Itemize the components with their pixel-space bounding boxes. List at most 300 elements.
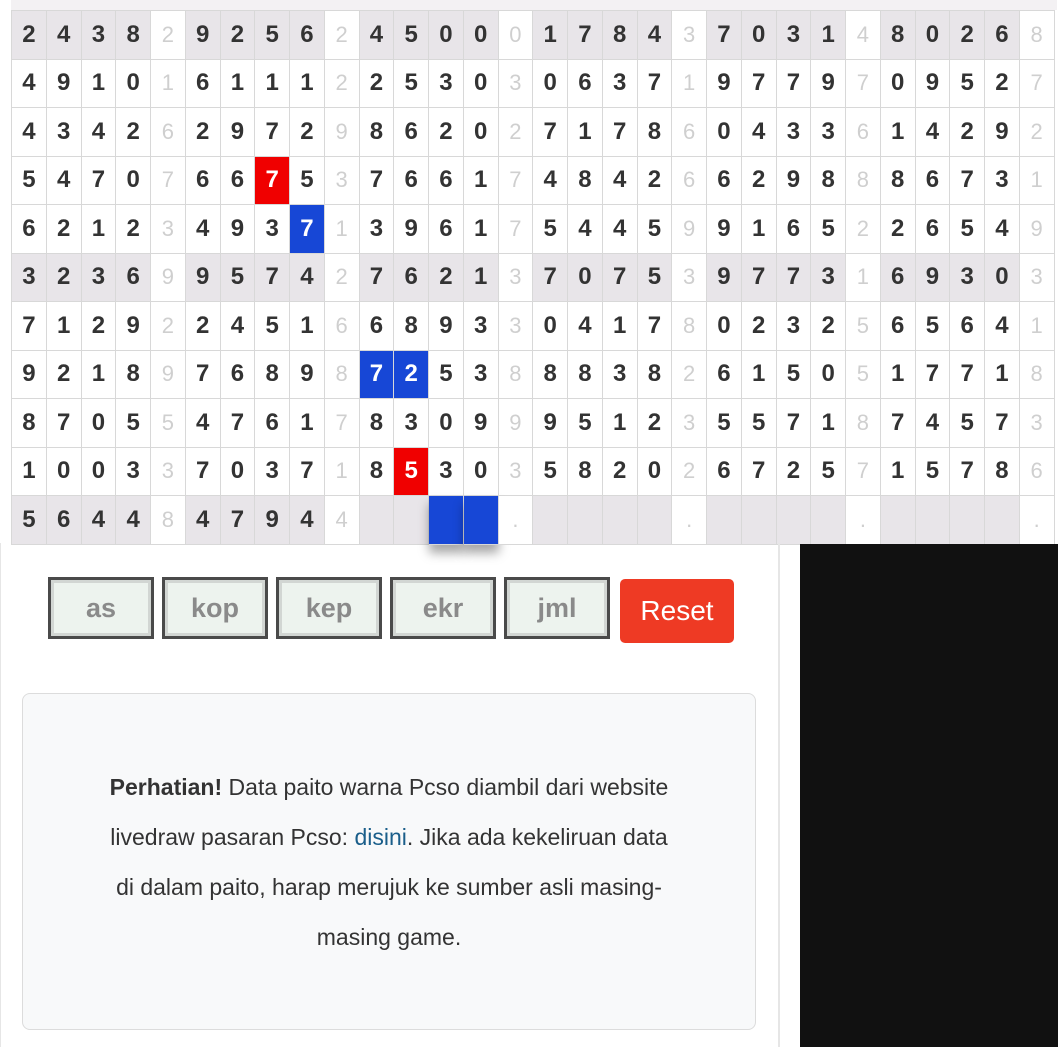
separator-cell: 6 [672,108,707,157]
digit-cell: 0 [82,399,117,448]
digit-cell: 6 [116,254,151,303]
digit-cell: 9 [985,108,1020,157]
digit-cell [707,496,742,545]
digit-cell: 6 [707,448,742,497]
digit-cell: 4 [985,302,1020,351]
toggle-button-bar [48,577,734,643]
separator-cell: 2 [151,302,186,351]
digit-cell: 0 [47,448,82,497]
digit-cell: 3 [950,254,985,303]
digit-cell: 4 [603,205,638,254]
digit-cell: 2 [47,205,82,254]
digit-cell: 6 [881,254,916,303]
digit-cell: 2 [950,108,985,157]
digit-cell [638,496,673,545]
separator-cell: 2 [325,11,360,60]
digit-cell: 8 [116,11,151,60]
digit-cell: 0 [811,351,846,400]
notice-text [109,762,669,962]
digit-cell: 5 [950,399,985,448]
digit-cell: 5 [950,205,985,254]
digit-cell: 4 [916,108,951,157]
digit-cell: 4 [916,399,951,448]
digit-cell: 0 [116,60,151,109]
digit-cell: 5 [394,448,429,497]
digit-cell: 7 [290,205,325,254]
separator-cell: 6 [325,302,360,351]
digit-cell [811,496,846,545]
digit-cell: 3 [82,11,117,60]
digit-cell: 1 [221,60,256,109]
separator-cell: 3 [499,254,534,303]
digit-cell: 9 [221,205,256,254]
digit-cell: 0 [638,448,673,497]
digit-cell: 6 [186,60,221,109]
digit-cell: 1 [742,351,777,400]
digit-cell: 6 [394,157,429,206]
digit-cell: 6 [916,205,951,254]
digit-cell: 4 [186,496,221,545]
digit-cell: 7 [186,351,221,400]
digit-cell: 2 [429,108,464,157]
digit-cell: 9 [47,60,82,109]
digit-cell: 4 [12,108,47,157]
notice-body-1: Data paito warna Pcso diambil dari website livedraw pasaran Pcso: [110,773,669,850]
digit-cell: 0 [881,60,916,109]
digit-cell: 5 [916,448,951,497]
separator-cell: 7 [499,157,534,206]
digit-cell: 7 [985,399,1020,448]
digit-cell: 4 [533,157,568,206]
digit-cell: 4 [290,496,325,545]
digit-cell: 7 [707,11,742,60]
separator-cell: 7 [499,205,534,254]
digit-cell: 7 [742,60,777,109]
separator-cell: 9 [325,108,360,157]
digit-cell: 1 [742,205,777,254]
digit-cell: 8 [255,351,290,400]
separator-cell: 8 [151,496,186,545]
digit-cell: 8 [360,108,395,157]
digit-cell: 6 [221,351,256,400]
digit-cell: 7 [533,108,568,157]
notice-body-2: . Jika ada kekeliruan data di dalam paito, harap merujuk ke sumber asli masing-masing game. [116,823,668,950]
digit-cell: 2 [742,302,777,351]
separator-cell: 7 [325,399,360,448]
reset-button[interactable]: Reset [620,579,734,643]
kop-button[interactable]: kop [162,577,268,639]
digit-cell: 5 [742,399,777,448]
digit-cell: 7 [290,448,325,497]
digit-cell: 7 [950,157,985,206]
digit-cell: 7 [950,351,985,400]
digit-cell: 4 [12,60,47,109]
digit-cell: 8 [12,399,47,448]
separator-cell: 8 [846,157,881,206]
digit-cell: 4 [186,205,221,254]
digit-cell: 5 [394,60,429,109]
source-link[interactable]: disini [354,823,407,850]
digit-cell: 7 [950,448,985,497]
digit-cell: 7 [568,11,603,60]
digit-cell: 9 [777,157,812,206]
digit-cell [568,496,603,545]
digit-cell: 6 [707,351,742,400]
digit-cell: 0 [568,254,603,303]
digit-cell: 3 [603,351,638,400]
digit-cell: 5 [916,302,951,351]
digit-cell: 5 [533,205,568,254]
digit-cell: 5 [12,496,47,545]
separator-cell: 6 [1020,448,1055,497]
digit-cell: 4 [47,157,82,206]
digit-cell: 7 [255,108,290,157]
separator-cell: 2 [325,60,360,109]
digit-cell: 9 [464,399,499,448]
digit-cell: 8 [116,351,151,400]
separator-cell: 5 [846,351,881,400]
digit-cell: 1 [811,11,846,60]
digit-cell: 5 [707,399,742,448]
digit-cell: 5 [116,399,151,448]
digit-cell: 7 [777,399,812,448]
digit-cell: 9 [221,108,256,157]
separator-cell: 7 [846,448,881,497]
digit-cell: 1 [568,108,603,157]
separator-cell: 7 [151,157,186,206]
digit-cell [777,496,812,545]
digit-cell: 2 [742,157,777,206]
digit-cell: 7 [255,157,290,206]
separator-cell: 3 [1020,399,1055,448]
digit-cell: 1 [290,302,325,351]
digit-cell: 7 [360,157,395,206]
digit-cell: 2 [47,351,82,400]
digit-cell: 6 [985,11,1020,60]
digit-cell: 3 [464,302,499,351]
separator-cell: 3 [499,60,534,109]
digit-cell [916,496,951,545]
digit-cell: 7 [82,157,117,206]
digit-cell [742,496,777,545]
digit-cell: 4 [985,205,1020,254]
separator-cell: 3 [151,448,186,497]
separator-cell: 3 [499,448,534,497]
separator-cell: 8 [325,351,360,400]
digit-cell: 0 [429,11,464,60]
separator-cell: 3 [672,254,707,303]
digit-cell: 5 [638,254,673,303]
digit-cell: 3 [429,60,464,109]
separator-cell: 1 [672,60,707,109]
digit-cell: 9 [707,254,742,303]
digit-cell: 9 [707,205,742,254]
separator-cell: 6 [151,108,186,157]
content-border-left [0,543,1,1047]
digit-cell: 4 [638,11,673,60]
digit-cell: 8 [811,157,846,206]
digit-cell: 6 [707,157,742,206]
as-button[interactable]: as [48,577,154,639]
digit-cell: 1 [603,302,638,351]
digit-cell: 2 [603,448,638,497]
digit-cell [881,496,916,545]
digit-cell: 6 [221,157,256,206]
digit-cell: 5 [290,157,325,206]
separator-cell: 5 [151,399,186,448]
separator-cell: 2 [672,448,707,497]
digit-cell: 8 [394,302,429,351]
digit-cell: 0 [429,399,464,448]
separator-cell: 2 [151,11,186,60]
digit-cell: 0 [707,108,742,157]
content-border-right [778,543,780,1047]
separator-cell: 3 [1020,254,1055,303]
separator-cell: 2 [325,254,360,303]
separator-cell: 7 [1020,60,1055,109]
digit-cell [533,496,568,545]
digit-cell [464,496,499,545]
digit-cell: 8 [568,157,603,206]
digit-cell: 4 [82,496,117,545]
digit-cell: 6 [777,205,812,254]
digit-cell: 2 [985,60,1020,109]
digit-cell: 1 [82,60,117,109]
digit-cell: 6 [429,205,464,254]
separator-cell: 9 [672,205,707,254]
digit-cell: 7 [881,399,916,448]
digit-cell: 5 [811,448,846,497]
digit-cell: 7 [916,351,951,400]
digit-cell: 5 [533,448,568,497]
digit-cell: 8 [568,351,603,400]
digit-cell: 5 [568,399,603,448]
digit-cell: 0 [464,108,499,157]
digit-cell: 1 [464,205,499,254]
digit-cell: 7 [603,254,638,303]
digit-cell: 8 [360,448,395,497]
digit-cell: 7 [221,399,256,448]
digit-cell: 2 [777,448,812,497]
notice-box [22,693,756,1030]
digit-cell: 2 [950,11,985,60]
separator-cell: 1 [1020,157,1055,206]
separator-cell: 9 [499,399,534,448]
digit-cell: 9 [811,60,846,109]
digit-cell: 4 [603,157,638,206]
digit-cell: 7 [603,108,638,157]
separator-cell: 9 [151,351,186,400]
digit-cell: 9 [707,60,742,109]
separator-cell: 1 [325,205,360,254]
digit-cell: 1 [82,205,117,254]
digit-cell: 5 [255,11,290,60]
digit-cell: 6 [47,496,82,545]
separator-cell: 6 [672,157,707,206]
digit-cell: 0 [464,11,499,60]
digit-cell: 1 [603,399,638,448]
digit-cell: 6 [394,254,429,303]
digit-cell: 0 [707,302,742,351]
table-header-strip [11,0,1057,10]
digit-cell: 6 [916,157,951,206]
digit-cell: 9 [290,351,325,400]
kep-button[interactable]: kep [276,577,382,639]
digit-cell: 3 [394,399,429,448]
digit-cell: 0 [464,60,499,109]
digit-cell: 7 [360,351,395,400]
digit-cell: 3 [360,205,395,254]
digit-cell: 7 [638,302,673,351]
digit-cell: 5 [638,205,673,254]
digit-cell: 9 [186,11,221,60]
separator-cell: 2 [846,205,881,254]
digit-cell: 9 [916,60,951,109]
digit-cell: 4 [47,11,82,60]
digit-cell: 3 [811,108,846,157]
digit-cell: 3 [82,254,117,303]
digit-cell: 3 [777,11,812,60]
separator-cell: 2 [1020,108,1055,157]
digit-cell: 1 [464,254,499,303]
digit-cell: 7 [777,254,812,303]
digit-cell: 2 [186,302,221,351]
separator-cell: 7 [846,60,881,109]
digit-cell: 7 [533,254,568,303]
digit-cell: 9 [429,302,464,351]
digit-cell: 3 [777,108,812,157]
separator-cell: 9 [1020,205,1055,254]
digit-cell [985,496,1020,545]
digit-cell: 2 [221,11,256,60]
digit-cell: 2 [82,302,117,351]
digit-cell: 5 [950,60,985,109]
digit-cell: 9 [116,302,151,351]
digit-cell: 6 [568,60,603,109]
digit-cell: 1 [255,60,290,109]
digit-cell: 8 [985,448,1020,497]
separator-cell: 8 [1020,351,1055,400]
separator-cell: 8 [672,302,707,351]
digit-cell: 9 [186,254,221,303]
digit-cell: 0 [985,254,1020,303]
digit-cell: 7 [638,60,673,109]
jml-button[interactable]: jml [504,577,610,639]
digit-cell: 2 [47,254,82,303]
digit-cell: 9 [916,254,951,303]
digit-cell: 9 [394,205,429,254]
separator-cell: 8 [846,399,881,448]
separator-cell: 2 [499,108,534,157]
digit-cell: 1 [12,448,47,497]
separator-cell: 6 [846,108,881,157]
separator-cell: 4 [325,496,360,545]
digit-cell: 3 [47,108,82,157]
digit-cell: 7 [255,254,290,303]
digit-cell: 1 [47,302,82,351]
digit-cell: 1 [290,399,325,448]
ekr-button[interactable]: ekr [390,577,496,639]
digit-cell: 4 [116,496,151,545]
digit-cell: 5 [394,11,429,60]
digit-cell: 8 [638,108,673,157]
digit-cell: 1 [985,351,1020,400]
digit-cell: 1 [82,351,117,400]
separator-cell: 4 [846,11,881,60]
digit-cell: 3 [12,254,47,303]
digit-cell: 5 [777,351,812,400]
digit-cell [603,496,638,545]
separator-cell: 1 [151,60,186,109]
digit-cell: 1 [881,448,916,497]
separator-cell: 3 [499,302,534,351]
digit-cell: 8 [881,157,916,206]
digit-cell: 1 [464,157,499,206]
digit-cell: 8 [881,11,916,60]
digit-cell: 0 [742,11,777,60]
digit-cell: 1 [811,399,846,448]
digit-cell: 6 [186,157,221,206]
digit-cell: 0 [221,448,256,497]
digit-cell: 6 [429,157,464,206]
separator-cell: 9 [151,254,186,303]
separator-cell: 3 [325,157,360,206]
digit-cell: 4 [742,108,777,157]
digit-cell [950,496,985,545]
digit-cell: 2 [638,157,673,206]
digit-cell: 6 [950,302,985,351]
digit-cell: 4 [290,254,325,303]
digit-cell: 7 [360,254,395,303]
digit-cell: 8 [603,11,638,60]
digit-cell: 6 [881,302,916,351]
separator-cell: 3 [672,11,707,60]
digit-cell: 5 [255,302,290,351]
separator-cell: 1 [1020,302,1055,351]
digit-cell: 2 [394,351,429,400]
digit-cell: 0 [916,11,951,60]
digit-cell: 2 [186,108,221,157]
digit-cell: 6 [360,302,395,351]
digit-cell: 4 [568,302,603,351]
digit-cell: 2 [881,205,916,254]
digit-cell: 2 [429,254,464,303]
separator-cell: 3 [672,399,707,448]
digit-cell: 6 [12,205,47,254]
digit-cell: 5 [221,254,256,303]
digit-cell: 4 [186,399,221,448]
separator-cell: 3 [151,205,186,254]
digit-cell [394,496,429,545]
separator-cell: 8 [499,351,534,400]
digit-cell: 7 [777,60,812,109]
digit-cell: 5 [429,351,464,400]
notice-title: Perhatian! [109,773,223,800]
digit-cell: 2 [811,302,846,351]
digit-cell: 2 [290,108,325,157]
digit-cell: 3 [777,302,812,351]
separator-cell: . [672,496,707,545]
digit-cell: 4 [568,205,603,254]
digit-cell: 3 [985,157,1020,206]
digit-cell: 3 [116,448,151,497]
digit-cell: 7 [12,302,47,351]
digit-cell: 4 [360,11,395,60]
separator-cell: . [846,496,881,545]
digit-cell: 3 [811,254,846,303]
digit-cell: 9 [12,351,47,400]
digit-cell: 8 [533,351,568,400]
